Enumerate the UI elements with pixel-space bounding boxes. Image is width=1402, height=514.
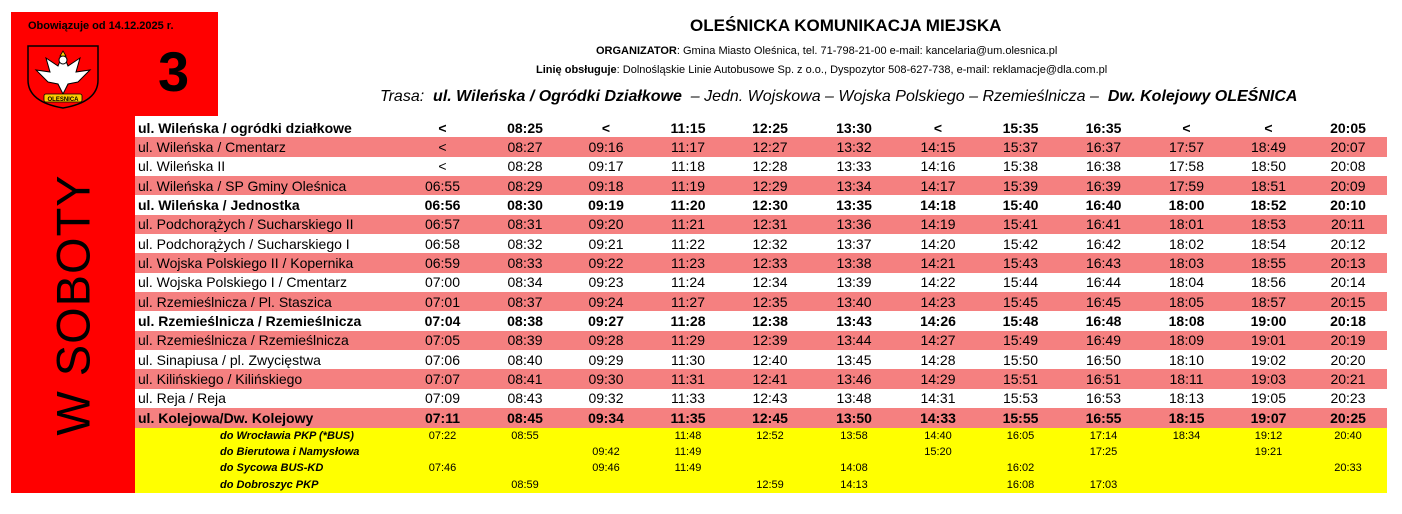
destination-name: do Dobroszyc PKP bbox=[220, 478, 319, 491]
departure-time: 14:20 bbox=[920, 235, 956, 252]
connection-time: 12:59 bbox=[756, 478, 784, 491]
departure-time: 18:08 bbox=[1168, 313, 1205, 330]
departure-time: 11:22 bbox=[671, 235, 705, 252]
connection-time bbox=[1228, 460, 1309, 476]
departure-time: 11:24 bbox=[671, 274, 705, 291]
departure-time: 16:39 bbox=[1062, 176, 1145, 195]
day-type-label: W SOBOTY bbox=[46, 174, 100, 436]
departure-time: 08:27 bbox=[485, 137, 565, 156]
connection-time: 14:40 bbox=[924, 430, 952, 443]
connection-time: 20:40 bbox=[1334, 430, 1362, 443]
operator-text: : Dolnośląskie Linie Autobusowe Sp. z o.o., Dyspozytor 508-627-738, e-mail: reklamacje@dla.com.pl bbox=[616, 64, 1108, 76]
route-line bbox=[380, 88, 1297, 106]
connection-time bbox=[1145, 477, 1228, 493]
departure-time: 15:49 bbox=[979, 331, 1062, 350]
table-row bbox=[135, 137, 1387, 156]
departure-time: 09:20 bbox=[565, 215, 647, 234]
olesnica-crest-icon bbox=[24, 44, 102, 110]
table-row bbox=[135, 215, 1387, 234]
departure-time: 15:53 bbox=[1002, 390, 1039, 407]
departure-time: 11:29 bbox=[647, 331, 729, 350]
departure-time: 07:06 bbox=[424, 351, 461, 368]
connection-time: 20:33 bbox=[1334, 462, 1362, 475]
organizer-line bbox=[596, 45, 1057, 57]
departure-time: 06:59 bbox=[400, 253, 485, 272]
departure-time: 13:43 bbox=[836, 313, 872, 330]
route-middle: – Jedn. Wojskowa – Wojska Polskiego – Rzemieślnicza – bbox=[690, 88, 1099, 105]
connection-time bbox=[1062, 460, 1145, 476]
departure-time: 08:40 bbox=[507, 351, 543, 368]
departure-time: 18:03 bbox=[1145, 253, 1228, 272]
departure-time: < bbox=[1264, 119, 1273, 136]
departure-time: 09:29 bbox=[588, 351, 624, 368]
departure-time: 16:41 bbox=[1062, 215, 1145, 234]
connection-time bbox=[1145, 460, 1228, 476]
connection-time: 08:55 bbox=[511, 430, 539, 443]
connection-time: 14:13 bbox=[840, 478, 868, 491]
connection-time: 17:14 bbox=[1089, 430, 1118, 443]
table-row bbox=[135, 176, 1387, 195]
departure-time: 09:28 bbox=[565, 331, 647, 350]
departure-time: 20:15 bbox=[1309, 292, 1387, 311]
departure-time: 14:27 bbox=[897, 331, 979, 350]
departure-time: 12:43 bbox=[752, 390, 788, 407]
table-row bbox=[135, 292, 1387, 311]
departure-time: 19:00 bbox=[1250, 313, 1287, 330]
departure-time: 13:34 bbox=[811, 176, 897, 195]
stop-name: ul. Wojska Polskiego I / Cmentarz bbox=[138, 274, 348, 291]
departure-time: 15:40 bbox=[1002, 197, 1039, 214]
departure-time: 20:18 bbox=[1330, 313, 1366, 330]
departure-time: 15:48 bbox=[1002, 313, 1039, 330]
departure-time: 19:01 bbox=[1228, 331, 1309, 350]
connection-time bbox=[729, 444, 811, 460]
stop-name: ul. Reja / Reja bbox=[138, 390, 226, 407]
departure-time: 07:07 bbox=[400, 369, 485, 388]
departure-time: 09:17 bbox=[588, 158, 624, 175]
connection-time bbox=[811, 444, 897, 460]
departure-time: 15:39 bbox=[979, 176, 1062, 195]
departure-time: 12:33 bbox=[729, 253, 811, 272]
departure-time: 09:18 bbox=[565, 176, 647, 195]
departure-time: 11:15 bbox=[670, 119, 706, 136]
table-row bbox=[135, 273, 1387, 292]
departure-time: < bbox=[400, 137, 485, 156]
stop-name: ul. Rzemieślnicza / Rzemieślnicza bbox=[138, 313, 362, 330]
table-row bbox=[135, 253, 1387, 272]
table-row bbox=[135, 350, 1387, 369]
departure-time: 11:30 bbox=[671, 351, 705, 368]
route-start: ul. Wileńska / Ogródki Działkowe bbox=[433, 88, 682, 105]
connection-time bbox=[565, 428, 647, 444]
departure-time: 18:54 bbox=[1250, 235, 1287, 252]
departure-time: 16:44 bbox=[1085, 274, 1122, 291]
table-row bbox=[135, 331, 1387, 350]
connection-time bbox=[485, 460, 565, 476]
departure-time: 08:31 bbox=[485, 215, 565, 234]
operator-label: Linię obsługuje bbox=[536, 64, 617, 76]
connection-time bbox=[400, 477, 485, 493]
departure-time: 16:53 bbox=[1085, 390, 1122, 407]
departure-time: 08:38 bbox=[507, 313, 543, 330]
departure-time: 18:56 bbox=[1250, 274, 1287, 291]
table-row bbox=[135, 195, 1387, 214]
departure-time: 17:57 bbox=[1145, 137, 1228, 156]
departure-time: 13:38 bbox=[811, 253, 897, 272]
table-row bbox=[135, 369, 1387, 388]
departure-time: < bbox=[933, 119, 943, 136]
departure-time: 20:25 bbox=[1309, 408, 1387, 427]
departure-time: 14:16 bbox=[920, 158, 956, 175]
departure-time: 13:50 bbox=[811, 408, 897, 427]
connection-time bbox=[1309, 477, 1387, 493]
departure-time: 06:58 bbox=[424, 235, 461, 252]
departure-time: 06:57 bbox=[400, 215, 485, 234]
departure-time: 18:01 bbox=[1145, 215, 1228, 234]
departure-time: 13:37 bbox=[836, 235, 872, 252]
connection-time bbox=[1228, 477, 1309, 493]
departure-time: 18:13 bbox=[1168, 390, 1205, 407]
connection-time: 07:46 bbox=[428, 462, 457, 475]
departure-time: 13:40 bbox=[811, 292, 897, 311]
departure-time: < bbox=[438, 119, 447, 136]
table-row bbox=[135, 311, 1387, 330]
connection-time: 11:49 bbox=[674, 462, 702, 475]
departure-time: < bbox=[438, 158, 447, 175]
departure-time: 15:42 bbox=[1002, 235, 1039, 252]
departure-time: 08:29 bbox=[485, 176, 565, 195]
departure-time: 16:37 bbox=[1062, 137, 1145, 156]
connection-time: 19:12 bbox=[1254, 430, 1283, 443]
destination-row bbox=[135, 428, 1387, 444]
departure-time: 20:08 bbox=[1330, 158, 1366, 175]
departure-time: 08:32 bbox=[507, 235, 543, 252]
connection-time: 11:48 bbox=[674, 430, 702, 443]
connection-time: 19:21 bbox=[1254, 446, 1283, 459]
departure-time: 13:35 bbox=[836, 197, 872, 214]
departure-time: 20:13 bbox=[1309, 253, 1387, 272]
connection-time: 17:03 bbox=[1089, 478, 1118, 491]
line-number: 3 bbox=[158, 40, 190, 103]
departure-time: 16:55 bbox=[1062, 408, 1145, 427]
departure-time: 20:21 bbox=[1309, 369, 1387, 388]
departure-time: 17:58 bbox=[1168, 158, 1205, 175]
page-title: OLEŚNICKA KOMUNIKACJA MIEJSKA bbox=[690, 16, 1002, 35]
connection-time bbox=[565, 477, 647, 493]
connection-time bbox=[485, 444, 565, 460]
connection-time: 11:49 bbox=[674, 446, 702, 459]
departure-time: 14:15 bbox=[897, 137, 979, 156]
departure-time: 19:07 bbox=[1228, 408, 1309, 427]
departure-time: 08:30 bbox=[507, 197, 543, 214]
departure-time: 08:43 bbox=[507, 390, 543, 407]
departure-time: 15:50 bbox=[1002, 351, 1039, 368]
departure-time: 14:18 bbox=[920, 197, 956, 214]
operator-line bbox=[536, 64, 1107, 76]
stop-name: ul. Wileńska / Jednostka bbox=[138, 197, 300, 214]
connection-time bbox=[1145, 444, 1228, 460]
departure-time: < bbox=[601, 119, 611, 136]
departure-time: 11:31 bbox=[647, 369, 729, 388]
valid-from-text: Obowiązuje od 14.12.2025 r. bbox=[28, 20, 174, 32]
departure-time: 16:40 bbox=[1085, 197, 1122, 214]
destination-row bbox=[135, 477, 1387, 493]
timetable-destinations bbox=[135, 428, 1387, 493]
departure-time: 08:28 bbox=[507, 158, 543, 175]
departure-time: 19:05 bbox=[1250, 390, 1287, 407]
connection-time: 16:05 bbox=[1006, 430, 1035, 443]
departure-time: < bbox=[1182, 119, 1191, 136]
departure-time: 18:04 bbox=[1168, 274, 1205, 291]
departure-time: 18:49 bbox=[1228, 137, 1309, 156]
departure-time: 09:24 bbox=[565, 292, 647, 311]
departure-time: 18:10 bbox=[1168, 351, 1205, 368]
departure-time: 11:20 bbox=[670, 197, 706, 214]
departure-time: 18:50 bbox=[1250, 158, 1287, 175]
departure-time: 11:17 bbox=[647, 137, 729, 156]
departure-time: 16:43 bbox=[1062, 253, 1145, 272]
departure-time: 07:09 bbox=[424, 390, 461, 407]
departure-time: 16:38 bbox=[1085, 158, 1122, 175]
destination-name: do Wrocławia PKP (*BUS) bbox=[220, 430, 354, 443]
departure-time: 14:31 bbox=[920, 390, 956, 407]
departure-time: 15:45 bbox=[979, 292, 1062, 311]
departure-time: 14:33 bbox=[897, 408, 979, 427]
stop-name: ul. Wojska Polskiego II / Kopernika bbox=[135, 253, 400, 272]
connection-time: 16:02 bbox=[1006, 462, 1035, 475]
departure-time: 11:18 bbox=[671, 158, 705, 175]
departure-time: 20:19 bbox=[1309, 331, 1387, 350]
departure-time: 12:25 bbox=[752, 119, 788, 136]
departure-time: 12:27 bbox=[729, 137, 811, 156]
departure-time: 18:11 bbox=[1145, 369, 1228, 388]
departure-time: 13:44 bbox=[811, 331, 897, 350]
departure-time: 15:37 bbox=[979, 137, 1062, 156]
departure-time: 20:10 bbox=[1330, 197, 1366, 214]
departure-time: 18:05 bbox=[1145, 292, 1228, 311]
table-row bbox=[135, 234, 1387, 253]
departure-time: 13:32 bbox=[811, 137, 897, 156]
stop-name: ul. Wileńska / SP Gminy Oleśnica bbox=[135, 176, 400, 195]
crest-text: OLESNICA bbox=[47, 97, 79, 103]
departure-time: 12:39 bbox=[729, 331, 811, 350]
departure-time: 12:29 bbox=[729, 176, 811, 195]
stop-name: ul. Podchorążych / Sucharskiego II bbox=[135, 215, 400, 234]
departure-time: 12:30 bbox=[752, 197, 788, 214]
departure-time: 20:20 bbox=[1330, 351, 1366, 368]
departure-time: 08:33 bbox=[485, 253, 565, 272]
departure-time: 15:35 bbox=[1002, 119, 1039, 136]
stop-name: ul. Kilińskiego / Kilińskiego bbox=[135, 369, 400, 388]
departure-time: 14:21 bbox=[897, 253, 979, 272]
departure-time: 12:31 bbox=[729, 215, 811, 234]
departure-time: 15:41 bbox=[979, 215, 1062, 234]
departure-time: 18:09 bbox=[1145, 331, 1228, 350]
departure-time: 08:25 bbox=[507, 119, 543, 136]
departure-time: 07:00 bbox=[424, 274, 461, 291]
departure-time: 12:45 bbox=[729, 408, 811, 427]
departure-time: 16:48 bbox=[1085, 313, 1122, 330]
connection-time bbox=[647, 477, 729, 493]
departure-time: 13:45 bbox=[836, 351, 872, 368]
departure-time: 09:22 bbox=[565, 253, 647, 272]
destination-name: do Bierutowa i Namysłowa bbox=[220, 446, 360, 459]
stop-name: ul. Podchorążych / Sucharskiego I bbox=[138, 235, 350, 252]
departure-time: 11:23 bbox=[647, 253, 729, 272]
connection-time: 14:08 bbox=[840, 462, 868, 475]
departure-time: 13:30 bbox=[836, 119, 872, 136]
departure-time: 14:17 bbox=[897, 176, 979, 195]
departure-time: 11:21 bbox=[647, 215, 729, 234]
route-prefix: Trasa: bbox=[380, 88, 425, 105]
connection-time bbox=[400, 444, 485, 460]
departure-time: 16:49 bbox=[1062, 331, 1145, 350]
connection-time: 15:20 bbox=[924, 446, 952, 459]
connection-time bbox=[729, 460, 811, 476]
connection-time: 17:25 bbox=[1089, 446, 1118, 459]
departure-time: 20:09 bbox=[1309, 176, 1387, 195]
stop-name: ul. Rzemieślnicza / Rzemieślnicza bbox=[135, 331, 400, 350]
departure-time: 12:28 bbox=[752, 158, 788, 175]
stop-name: ul. Wileńska / ogródki działkowe bbox=[138, 119, 352, 136]
connection-time bbox=[1309, 444, 1387, 460]
departure-time: 13:46 bbox=[811, 369, 897, 388]
table-row bbox=[135, 389, 1387, 408]
departure-time: 08:37 bbox=[485, 292, 565, 311]
connection-time: 07:22 bbox=[428, 430, 457, 443]
connection-time bbox=[979, 444, 1062, 460]
organizer-text: : Gmina Miasto Oleśnica, tel. 71-798-21-00 e-mail: kancelaria@um.olesnica.pl bbox=[676, 45, 1058, 57]
stop-name: ul. Sinapiusa / pl. Zwycięstwa bbox=[138, 351, 321, 368]
departure-time: 14:22 bbox=[920, 274, 956, 291]
departure-time: 17:59 bbox=[1145, 176, 1228, 195]
connection-time bbox=[897, 477, 979, 493]
stop-name: ul. Wileńska II bbox=[138, 158, 226, 175]
departure-time: 20:23 bbox=[1330, 390, 1366, 407]
table-row bbox=[135, 118, 1387, 137]
connection-time: 08:59 bbox=[511, 478, 539, 491]
departure-time: 20:11 bbox=[1309, 215, 1387, 234]
organizer-label: ORGANIZATOR bbox=[596, 45, 677, 57]
departure-time: 07:04 bbox=[424, 313, 461, 330]
route-end: Dw. Kolejowy OLEŚNICA bbox=[1107, 88, 1298, 105]
departure-time: 14:26 bbox=[920, 313, 956, 330]
departure-time: 18:51 bbox=[1228, 176, 1309, 195]
connection-time: 18:34 bbox=[1172, 430, 1201, 443]
destination-row bbox=[135, 460, 1387, 476]
departure-time: 14:19 bbox=[897, 215, 979, 234]
departure-time: 08:41 bbox=[485, 369, 565, 388]
departure-time: 18:15 bbox=[1145, 408, 1228, 427]
departure-time: 16:45 bbox=[1062, 292, 1145, 311]
departure-time: 09:16 bbox=[565, 137, 647, 156]
departure-time: 07:11 bbox=[400, 408, 485, 427]
departure-time: 18:55 bbox=[1228, 253, 1309, 272]
connection-time: 09:42 bbox=[592, 446, 620, 459]
departure-time: 18:00 bbox=[1168, 197, 1205, 214]
departure-time: 16:50 bbox=[1085, 351, 1122, 368]
departure-time: 14:23 bbox=[897, 292, 979, 311]
connection-time: 13:58 bbox=[840, 430, 868, 443]
connection-time: 16:08 bbox=[1006, 478, 1035, 491]
departure-time: 12:35 bbox=[729, 292, 811, 311]
departure-time: 08:39 bbox=[485, 331, 565, 350]
departure-time: 15:51 bbox=[979, 369, 1062, 388]
departure-time: 20:12 bbox=[1330, 235, 1366, 252]
departure-time: 07:01 bbox=[400, 292, 485, 311]
timetable-stops bbox=[135, 118, 1387, 428]
departure-time: 14:28 bbox=[920, 351, 956, 368]
departure-time: 12:40 bbox=[752, 351, 788, 368]
destination-row bbox=[135, 444, 1387, 460]
departure-time: 11:35 bbox=[647, 408, 729, 427]
stop-name: ul. Kolejowa/Dw. Kolejowy bbox=[135, 408, 400, 427]
table-row bbox=[135, 408, 1387, 427]
departure-time: 06:55 bbox=[400, 176, 485, 195]
departure-time: 12:32 bbox=[752, 235, 788, 252]
departure-time: 11:27 bbox=[647, 292, 729, 311]
connection-time bbox=[897, 460, 979, 476]
destination-name: do Sycowa BUS-KD bbox=[220, 462, 324, 475]
departure-time: 07:05 bbox=[400, 331, 485, 350]
departure-time: 06:56 bbox=[424, 197, 461, 214]
departure-time: 12:34 bbox=[752, 274, 788, 291]
stop-name: ul. Wileńska / Cmentarz bbox=[135, 137, 400, 156]
departure-time: 16:35 bbox=[1085, 119, 1122, 136]
connection-time: 09:46 bbox=[592, 462, 620, 475]
departure-time: 16:51 bbox=[1062, 369, 1145, 388]
departure-time: 13:36 bbox=[811, 215, 897, 234]
departure-time: 19:02 bbox=[1250, 351, 1287, 368]
connection-time: 12:52 bbox=[756, 430, 784, 443]
departure-time: 14:29 bbox=[897, 369, 979, 388]
departure-time: 09:19 bbox=[588, 197, 624, 214]
table-row bbox=[135, 157, 1387, 176]
departure-time: 18:52 bbox=[1250, 197, 1287, 214]
departure-time: 13:48 bbox=[836, 390, 872, 407]
departure-time: 09:23 bbox=[588, 274, 624, 291]
departure-time: 20:07 bbox=[1309, 137, 1387, 156]
departure-time: 11:28 bbox=[670, 313, 706, 330]
departure-time: 16:42 bbox=[1085, 235, 1122, 252]
departure-time: 18:02 bbox=[1168, 235, 1205, 252]
departure-time: 11:19 bbox=[647, 176, 729, 195]
departure-time: 13:33 bbox=[836, 158, 872, 175]
departure-time: 09:32 bbox=[588, 390, 624, 407]
departure-time: 13:39 bbox=[836, 274, 872, 291]
departure-time: 15:44 bbox=[1002, 274, 1039, 291]
stop-name: ul. Rzemieślnicza / Pl. Staszica bbox=[135, 292, 400, 311]
departure-time: 09:34 bbox=[565, 408, 647, 427]
departure-time: 18:53 bbox=[1228, 215, 1309, 234]
departure-time: 15:38 bbox=[1002, 158, 1039, 175]
departure-time: 20:14 bbox=[1330, 274, 1366, 291]
departure-time: 08:34 bbox=[507, 274, 543, 291]
departure-time: 11:33 bbox=[671, 390, 705, 407]
departure-time: 12:41 bbox=[729, 369, 811, 388]
departure-time: 19:03 bbox=[1228, 369, 1309, 388]
departure-time: 15:43 bbox=[979, 253, 1062, 272]
departure-time: 09:30 bbox=[565, 369, 647, 388]
departure-time: 20:05 bbox=[1330, 119, 1366, 136]
departure-time: 08:45 bbox=[485, 408, 565, 427]
departure-time: 09:27 bbox=[588, 313, 624, 330]
departure-time: 12:38 bbox=[752, 313, 788, 330]
departure-time: 18:57 bbox=[1228, 292, 1309, 311]
departure-time: 09:21 bbox=[588, 235, 624, 252]
departure-time: 15:55 bbox=[979, 408, 1062, 427]
